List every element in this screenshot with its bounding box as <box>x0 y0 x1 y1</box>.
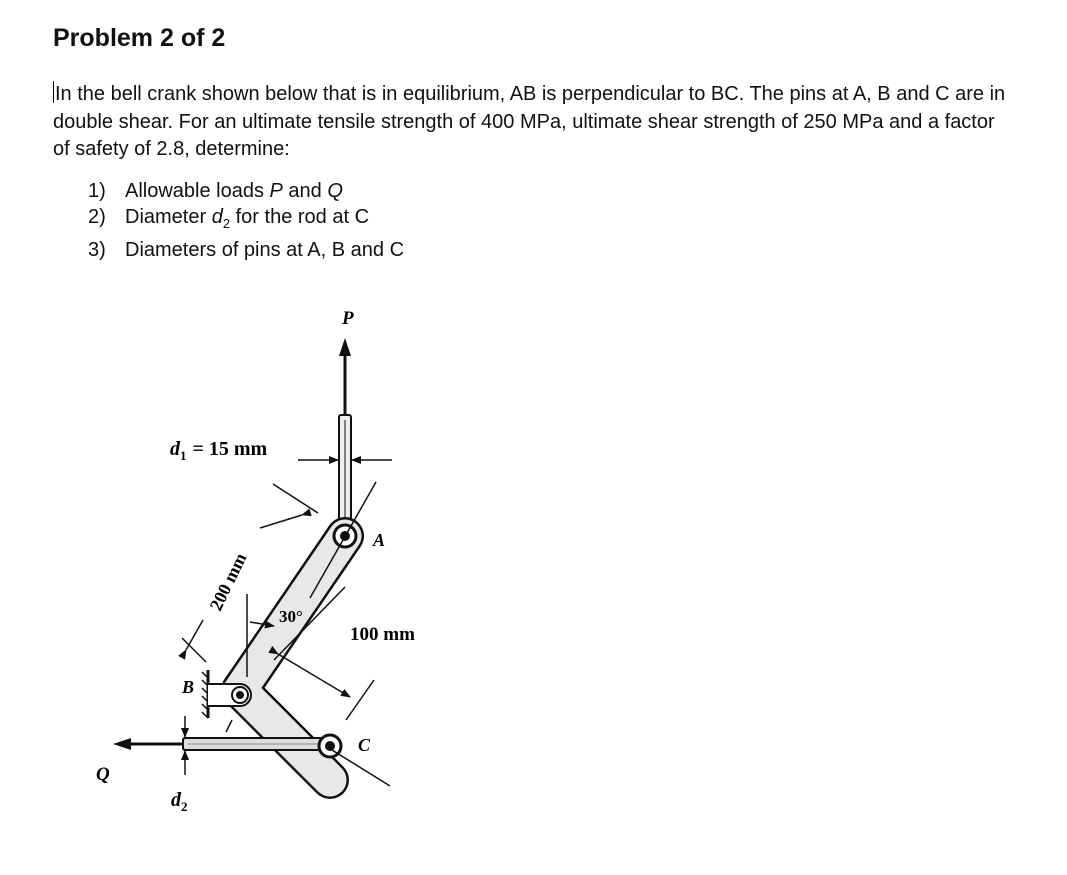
label-c: C <box>358 735 371 755</box>
dim-ab-label: 200 mm <box>205 549 251 614</box>
text-cursor <box>53 81 54 103</box>
angle-label: 30° <box>279 607 303 626</box>
label-a: A <box>373 530 386 550</box>
bell-crank-diagram <box>80 290 460 830</box>
force-q-arrow <box>113 738 131 750</box>
label-p: P <box>342 308 354 329</box>
task-item: 1) Allowable loads P and Q <box>88 180 343 202</box>
problem-statement <box>53 81 1013 164</box>
d1-label: $d_1 = 15$ mm <box>170 438 268 463</box>
problem-title: Problem 2 of 2 <box>53 24 226 52</box>
problem-statement-text: In the bell crank shown below that is in equilibrium, AB is perpendicular to BC. The pins at A, B and C are in double shear. For an ultimate tensile strength of 400 MPa, ultimate shear strength of 250 MPa and a factor of safety of 2.8, determine: <box>53 83 1006 160</box>
dim-bc-label: 100 mm <box>350 624 415 645</box>
task-item: 2) Diameter $d_2$ for the rod at C <box>88 206 370 231</box>
rod-a <box>339 338 351 528</box>
task-item: 3) Diameters of pins at A, B and C <box>88 239 405 261</box>
label-b: B <box>182 677 195 697</box>
force-p-arrow <box>339 338 351 356</box>
label-q: Q <box>96 764 110 785</box>
rod-c <box>113 738 330 750</box>
task-list <box>88 178 404 263</box>
d2-label: $d_2$ <box>171 789 188 814</box>
